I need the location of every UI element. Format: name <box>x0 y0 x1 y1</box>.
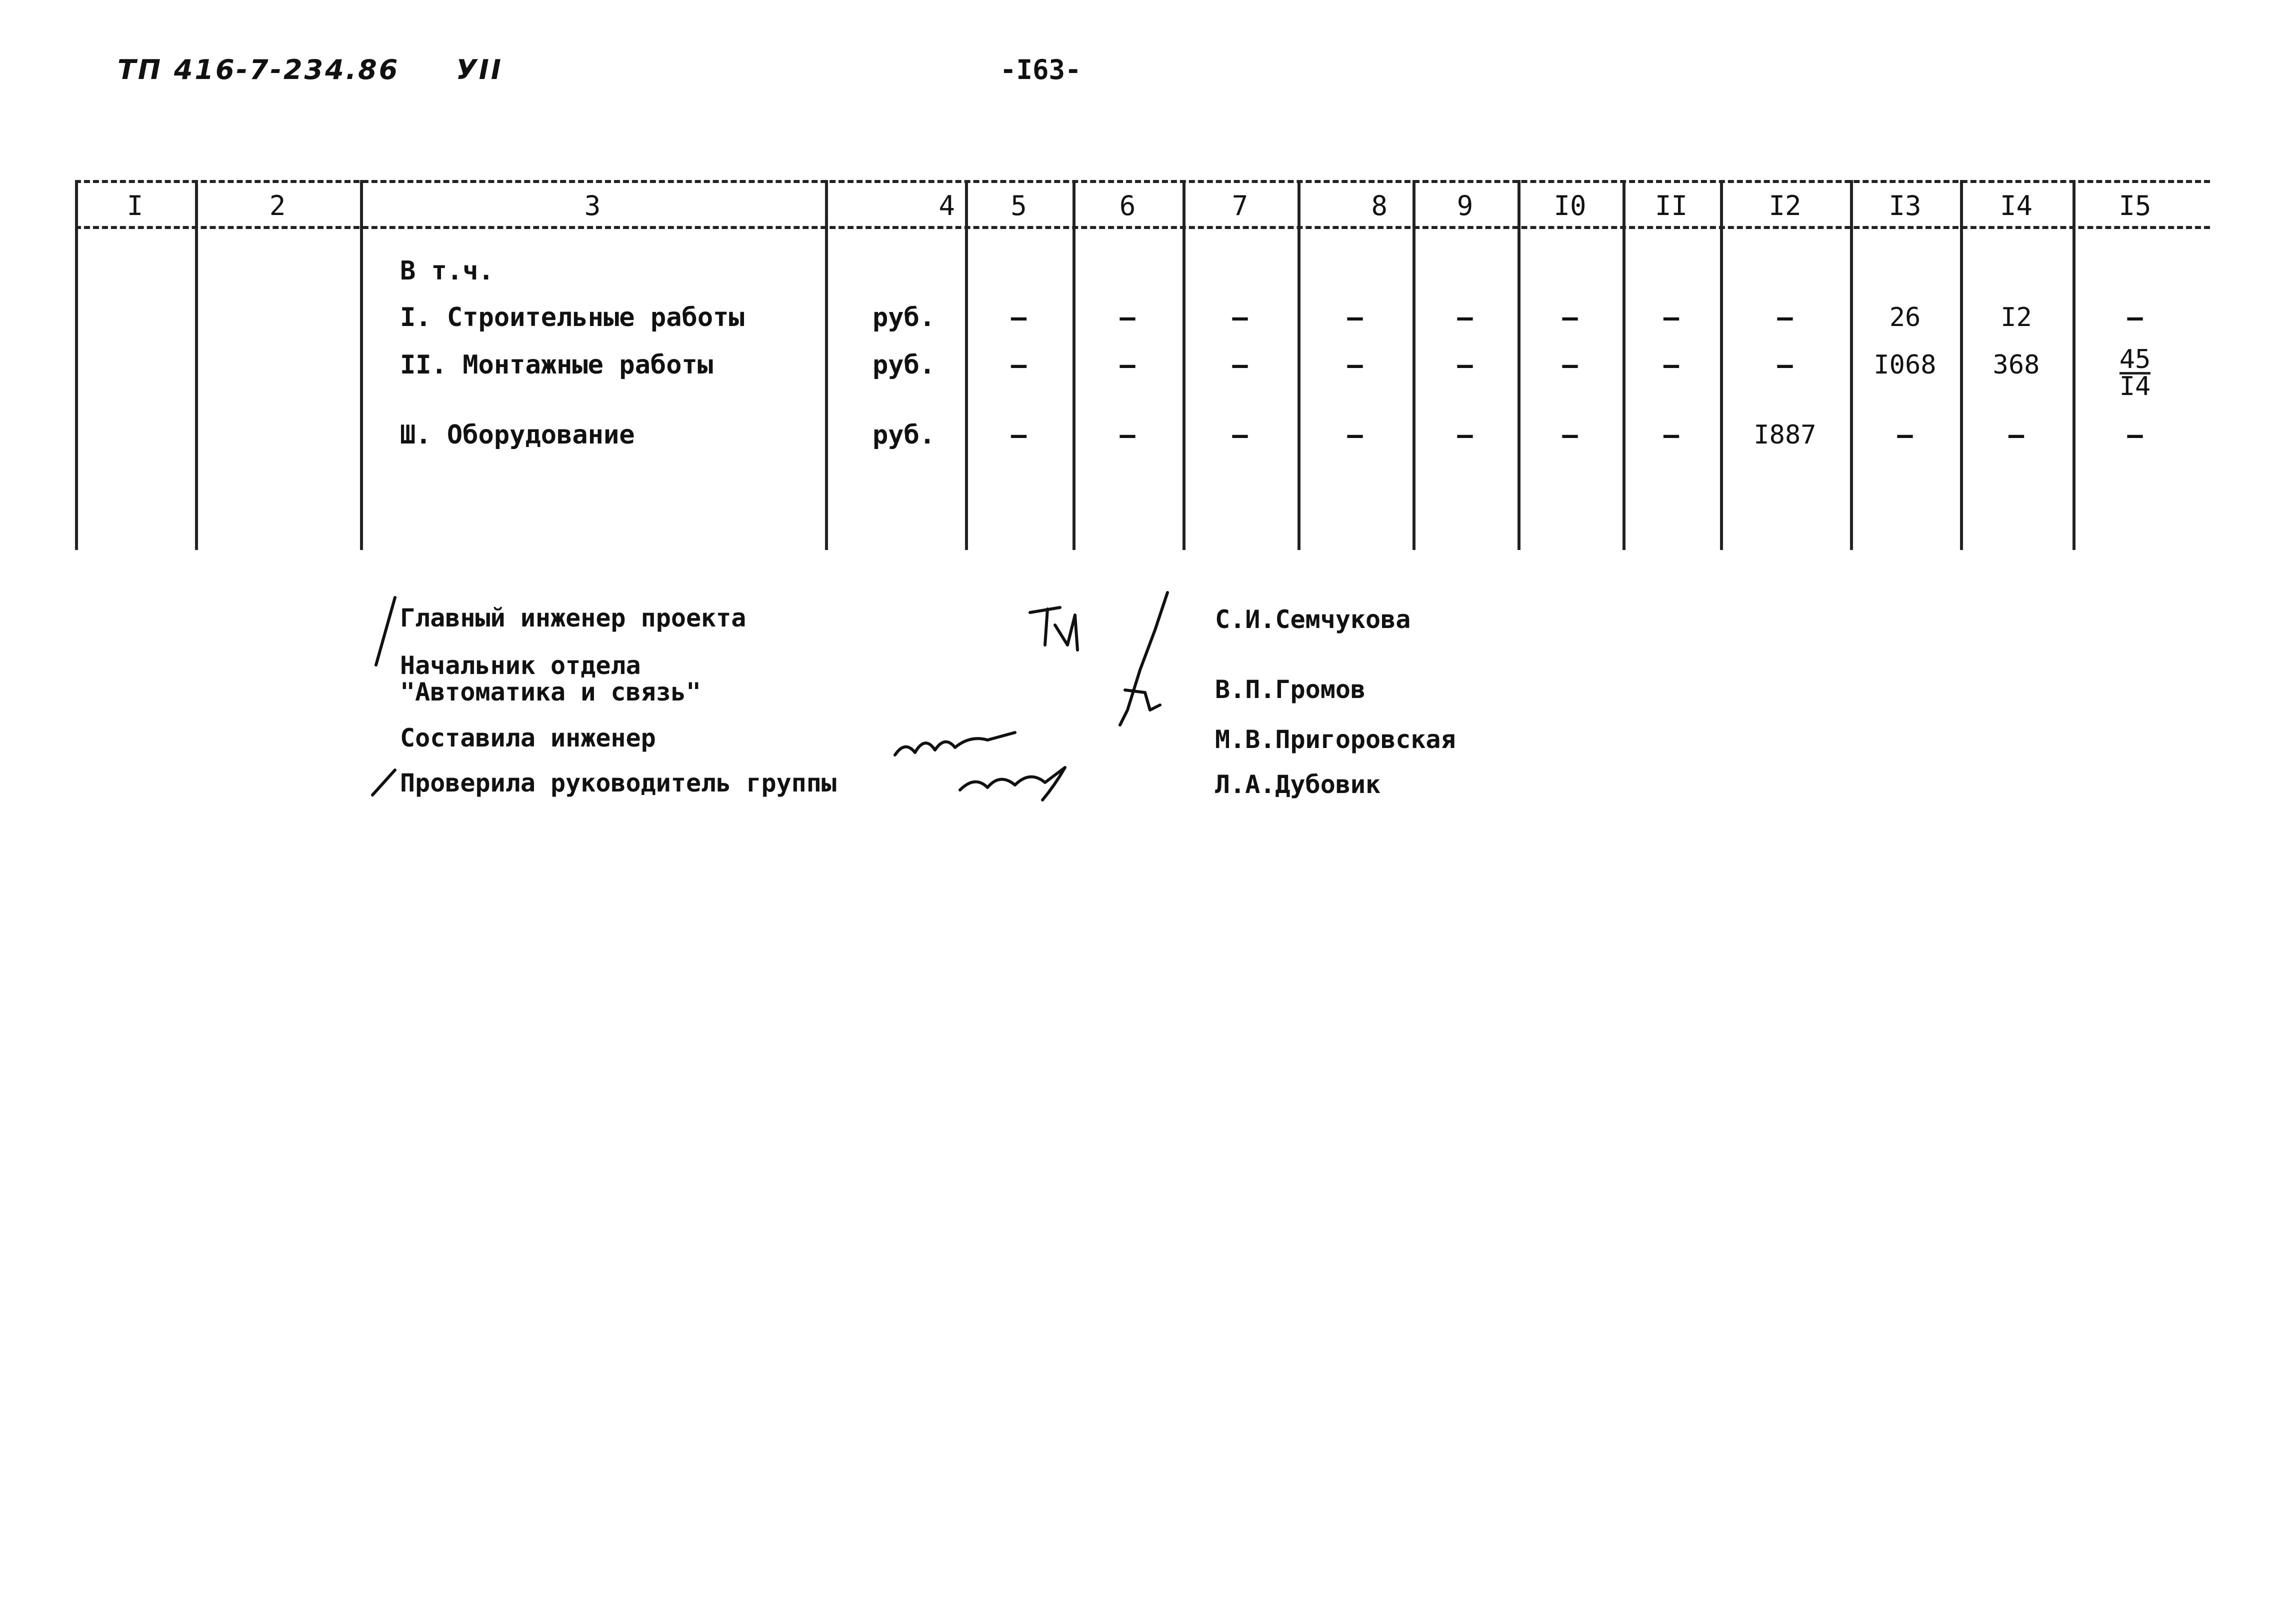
row-unit: руб. <box>872 420 936 450</box>
signature-title: Начальник отдела "Автоматика и связь" <box>400 651 702 706</box>
table-cell: – <box>1897 420 1913 450</box>
table-cell: – <box>1010 420 1027 450</box>
table-cell: – <box>2127 302 2143 332</box>
table-cell: – <box>1457 350 1473 380</box>
column-divider <box>360 180 363 550</box>
table-cell: – <box>1120 350 1136 380</box>
signature-title: Проверила руководитель группы <box>400 768 836 798</box>
table-cell: – <box>1663 302 1680 332</box>
table-cell: – <box>1663 420 1680 450</box>
column-header: 4 <box>938 190 955 222</box>
column-header: I2 <box>1768 190 1802 222</box>
table-cell: I2 <box>2000 302 2032 332</box>
table-cell: – <box>1232 420 1248 450</box>
row-unit: руб. <box>872 350 936 380</box>
table-cell: – <box>1120 302 1136 332</box>
album-number: УII <box>456 54 503 86</box>
table-cell: I887 <box>1754 420 1816 450</box>
column-header: I0 <box>1554 190 1586 222</box>
table-cell: 368 <box>1992 350 2040 380</box>
signature-initials <box>1030 608 1078 650</box>
check-slash-mark <box>372 770 395 795</box>
cost-table <box>75 180 2210 550</box>
column-header: I <box>126 190 144 222</box>
table-cell: – <box>2127 420 2143 450</box>
fraction <box>2119 344 2151 402</box>
fraction-cell <box>2072 344 2198 402</box>
doc-code-text: ТП 416-7-234.86 <box>118 54 400 86</box>
table-cell: – <box>1347 420 1363 450</box>
signatory-name: Л.А.Дубовик <box>1215 770 1381 799</box>
column-header: 2 <box>269 190 286 222</box>
table-cell: – <box>1457 420 1473 450</box>
signature <box>895 732 1015 755</box>
signatory-name: В.П.Громов <box>1215 675 1366 704</box>
table-cell: – <box>1010 350 1027 380</box>
check-slash-mark <box>376 598 395 665</box>
column-header: 7 <box>1232 190 1248 222</box>
column-header: I3 <box>1888 190 1922 222</box>
table-cell: – <box>1562 350 1578 380</box>
column-header: 5 <box>1010 190 1027 222</box>
column-header: 3 <box>584 190 601 222</box>
row-unit: руб. <box>872 302 936 332</box>
document-code <box>118 54 503 86</box>
fraction-denominator: I4 <box>2119 372 2151 402</box>
table-cell: – <box>1120 420 1136 450</box>
table-cell: – <box>2008 420 2024 450</box>
column-header: I4 <box>2000 190 2033 222</box>
column-divider <box>825 180 828 550</box>
table-cell: – <box>1663 350 1680 380</box>
column-header: 9 <box>1456 190 1474 222</box>
table-cell: 26 <box>1889 302 1921 332</box>
column-header: 6 <box>1119 190 1136 222</box>
table-cell: – <box>1562 420 1578 450</box>
table-cell: – <box>1777 302 1793 332</box>
table-cell: – <box>1562 302 1578 332</box>
fraction-numerator: 45 <box>2119 344 2151 374</box>
signature-title: Составила инженер <box>400 724 656 752</box>
table-cell: – <box>1232 302 1248 332</box>
header-bottom-rule <box>75 226 2210 229</box>
page-number: -I63- <box>1000 54 1082 86</box>
signatory-name: С.И.Семчукова <box>1215 605 1411 634</box>
column-header: II <box>1654 190 1688 222</box>
row-label: I. Строительные работы <box>400 302 744 332</box>
table-cell: – <box>1232 350 1248 380</box>
table-cell: I068 <box>1874 350 1936 380</box>
row-label: II. Монтажные работы <box>400 350 714 380</box>
column-header: I5 <box>2118 190 2152 222</box>
column-divider <box>195 180 198 550</box>
table-cell: – <box>1777 350 1793 380</box>
column-header: 8 <box>1371 190 1388 222</box>
signature-title: Главный инженер проекта <box>400 604 746 632</box>
signature <box>960 768 1065 800</box>
table-cell: – <box>1010 302 1027 332</box>
row-label: В т.ч. <box>400 256 494 286</box>
table-cell: – <box>1457 302 1473 332</box>
table-cell: – <box>1347 350 1363 380</box>
table-top-rule <box>75 180 2210 183</box>
signature-stroke <box>1120 592 1168 725</box>
signatory-name: М.В.Пригоровская <box>1215 725 1456 754</box>
table-cell: – <box>1347 302 1363 332</box>
row-label: Ш. Оборудование <box>400 420 635 450</box>
column-divider <box>75 180 78 550</box>
